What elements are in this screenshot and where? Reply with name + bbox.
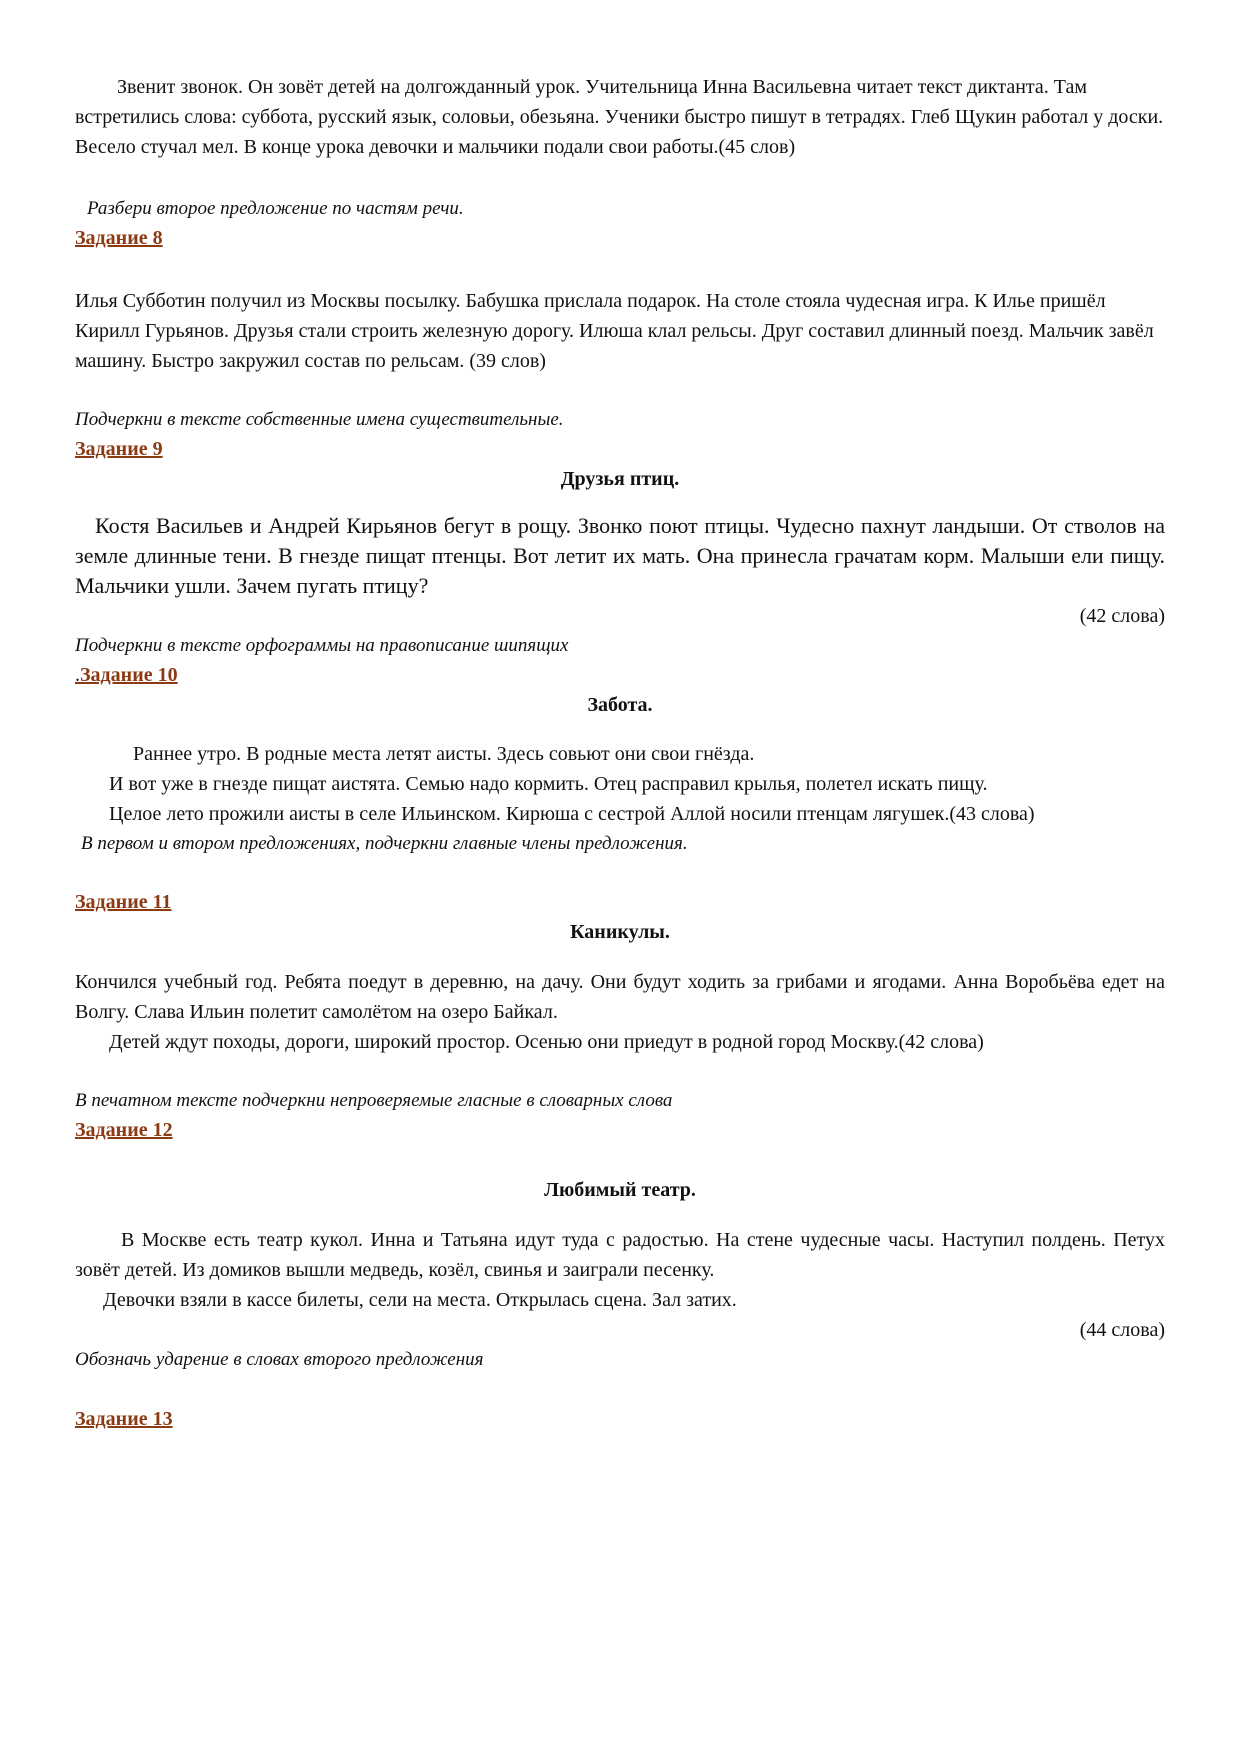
instruction-sibilants: Подчеркни в тексте орфограммы на правописание шипящих bbox=[75, 635, 569, 656]
document-page bbox=[75, 72, 1165, 1434]
instruction-main-members: В первом и втором предложениях, подчеркни главные члены предложения. bbox=[81, 833, 688, 854]
holidays-paragraph-2: Детей ждут походы, дороги, широкий простор. Осенью они приедут в родной город Москву.(42 слова) bbox=[109, 1031, 984, 1053]
theatre-paragraph-1: В Москве есть театр кукол. Инна и Татьяна идут туда с радостью. На стене чудесные часы. Наступил полдень. Петух зовёт детей. Из домиков вышли медведь, козёл, свинья и заиграли песенку. bbox=[75, 1229, 1165, 1281]
title-holidays: Каникулы. bbox=[570, 921, 670, 943]
title-care: Забота. bbox=[587, 694, 653, 716]
dictation-text-2: Илья Субботин получил из Москвы посылку. Бабушка прислала подарок. На столе стояла чудесная игра. К Илье пришёл Кирилл Гурьянов. Друзья стали строить железную дорогу. Илюша клал рельсы. Друг составил длинный поезд. Мальчик завёл машину. Быстро закружил состав по рельсам. (39 слов) bbox=[75, 290, 1154, 372]
care-paragraph-1: Раннее утро. В родные места летят аисты. Здесь совьют они свои гнёзда. bbox=[133, 743, 755, 765]
instruction-proper-nouns: Подчеркни в тексте собственные имена существительные. bbox=[75, 409, 564, 430]
title-favourite-theatre: Любимый театр. bbox=[544, 1179, 696, 1201]
word-count-42: (42 слова) bbox=[1079, 605, 1165, 627]
word-count-44: (44 слова) bbox=[1079, 1319, 1165, 1341]
title-bird-friends: Друзья птиц. bbox=[560, 468, 680, 490]
task-11-heading: Задание 11 bbox=[75, 891, 172, 913]
stray-period: . bbox=[75, 664, 80, 686]
task-13-heading: Задание 13 bbox=[75, 1408, 173, 1430]
task-10-label: Задание 10 bbox=[80, 664, 178, 686]
care-paragraph-3: Целое лето прожили аисты в селе Ильинском. Кирюша с сестрой Аллой носили птенцам лягушек.(43 слова) bbox=[109, 803, 1035, 825]
task-12-heading: Задание 12 bbox=[75, 1119, 173, 1141]
dictation-text-3: Костя Васильев и Андрей Кирьянов бегут в рощу. Звонко поют птицы. Чудесно пахнут ландыши. От стволов на земле длинные тени. В гнезде пищат птенцы. Вот летит их мать. Она принесла грачатам корм. Малыши ели пищу. Мальчики ушли. Зачем пугать птицу? bbox=[75, 513, 1165, 598]
task-9-heading: Задание 9 bbox=[75, 438, 163, 460]
care-paragraph-2: И вот уже в гнезде пищат аистята. Семью надо кормить. Отец расправил крылья, полетел искать пищу. bbox=[109, 773, 988, 795]
task-8-heading: Задание 8 bbox=[75, 227, 163, 249]
holidays-paragraph-1: Кончился учебный год. Ребята поедут в деревню, на дачу. Они будут ходить за грибами и ягодами. Анна Воробьёва едет на Волгу. Слава Ильин полетит самолётом на озеро Байкал. bbox=[75, 971, 1165, 1023]
instruction-unverifiable-vowels: В печатном тексте подчеркни непроверяемые гласные в словарных слова bbox=[75, 1090, 673, 1111]
theatre-paragraph-2: Девочки взяли в кассе билеты, сели на места. Открылась сцена. Зал затих. bbox=[103, 1289, 737, 1311]
task-10-heading bbox=[75, 660, 1165, 690]
instruction-stress: Обозначь ударение в словах второго предложения bbox=[75, 1349, 484, 1370]
instruction-parts-of-speech: Разбери второе предложение по частям речи. bbox=[87, 198, 464, 219]
dictation-text-1: Звенит звонок. Он зовёт детей на долгожданный урок. Учительница Инна Васильевна читает текст диктанта. Там встретились слова: суббота, русский язык, соловьи, обезьяна. Ученики быстро пишут в тетрадях. Глеб Щукин работал у доски. Весело стучал мел. В конце урока девочки и мальчики подали свои работы.(45 слов) bbox=[75, 76, 1164, 158]
